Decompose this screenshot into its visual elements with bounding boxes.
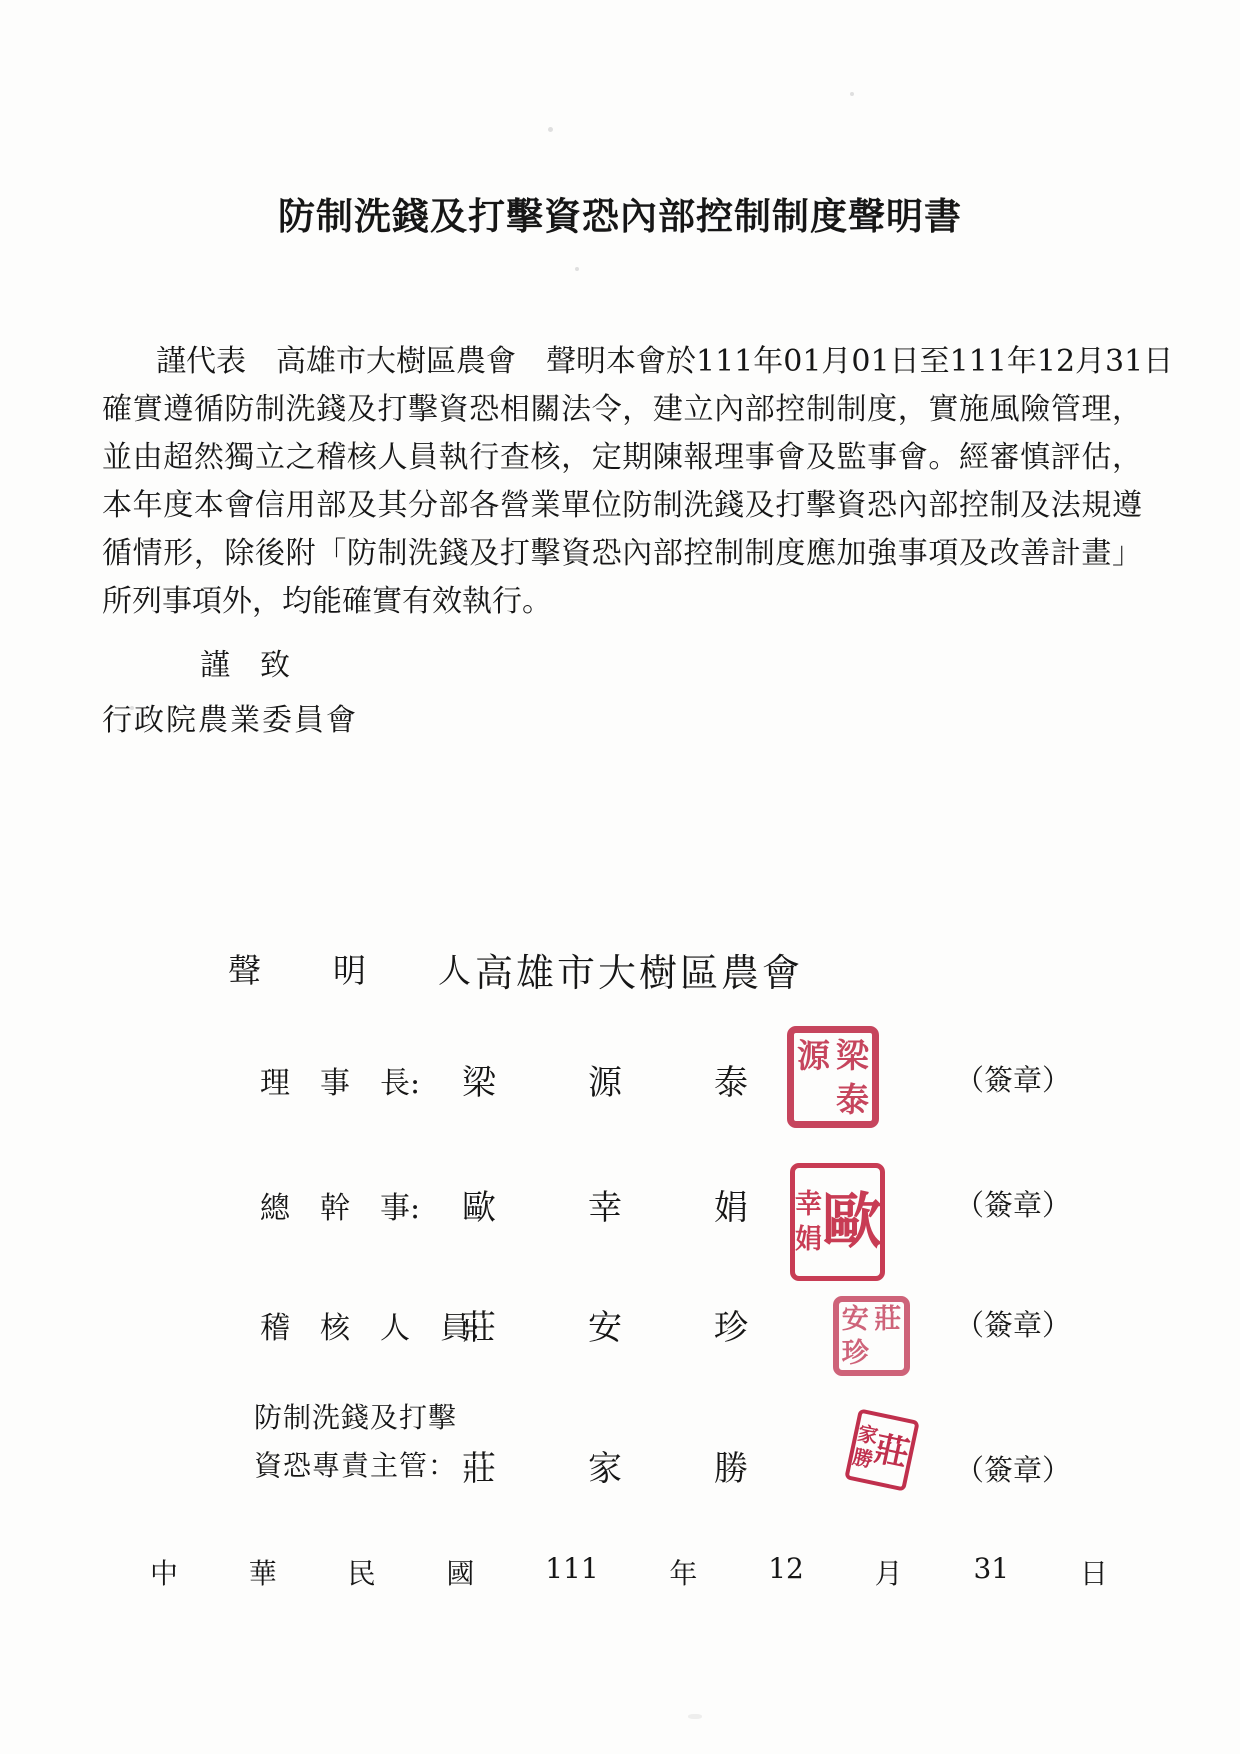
body-line: 並由超然獨立之稽核人員執行查核，定期陳報理事會及監事會。經審慎評估， bbox=[102, 440, 1142, 475]
sig-note: （簽章） bbox=[955, 1188, 1072, 1222]
body-line: 所列事項外，均能確實有效執行。 bbox=[102, 584, 552, 619]
sig-note: （簽章） bbox=[955, 1453, 1072, 1487]
sig-name-chairman: 梁 源 泰 bbox=[462, 1063, 756, 1103]
scan-speck bbox=[575, 267, 579, 271]
scan-speck bbox=[688, 1714, 702, 1719]
seal-char: 珍 bbox=[841, 1337, 869, 1369]
seal-char: 源 bbox=[797, 1035, 830, 1075]
sig-role-aml-officer-line2: 資恐專責主管： bbox=[254, 1449, 458, 1482]
date-part: 民 bbox=[347, 1557, 376, 1590]
seal-side-chars bbox=[795, 1191, 822, 1253]
date-part: 國 bbox=[446, 1557, 475, 1590]
seal-char: 幸 bbox=[795, 1189, 822, 1220]
scan-speck bbox=[850, 92, 854, 96]
sig-note: （簽章） bbox=[955, 1063, 1072, 1097]
date-part: 華 bbox=[248, 1557, 277, 1590]
body-paragraph bbox=[102, 338, 1174, 626]
aml-officer-seal-stamp bbox=[844, 1408, 920, 1491]
seal-char: 莊 bbox=[874, 1303, 902, 1335]
addressee: 行政院農業委員會 bbox=[102, 703, 358, 738]
sig-role-chairman: 理 事 長: bbox=[260, 1066, 421, 1101]
date-part: 日 bbox=[1079, 1557, 1108, 1590]
date-part: 月 bbox=[874, 1557, 903, 1590]
seal-char: 泰 bbox=[836, 1079, 869, 1119]
seal-char: 家 bbox=[855, 1420, 881, 1449]
date-part: 111 bbox=[545, 1552, 599, 1585]
date-part: 31 bbox=[973, 1552, 1010, 1585]
auditor-seal-stamp bbox=[833, 1296, 910, 1376]
seal-char: 勝 bbox=[850, 1444, 876, 1473]
date-part: 12 bbox=[768, 1552, 804, 1585]
body-line: 謹代表 高雄市大樹區農會 聲明本會於111年01月01日至111年12月31日 bbox=[156, 344, 1174, 379]
body-line: 確實遵循防制洗錢及打擊資恐相關法令，建立內部控制制度，實施風險管理， bbox=[102, 392, 1142, 427]
sig-role-aml-officer-line1: 防制洗錢及打擊 bbox=[254, 1401, 458, 1434]
sig-role-auditor: 稽 核 人 員: bbox=[260, 1311, 481, 1346]
declarant-name: 高雄市大樹區農會 bbox=[475, 951, 804, 995]
date-part: 年 bbox=[669, 1557, 698, 1590]
seal-char: 莊 bbox=[870, 1428, 913, 1476]
seal-char: 梁 bbox=[836, 1035, 869, 1075]
chairman-seal-stamp bbox=[787, 1026, 879, 1128]
sig-name-auditor: 莊 安 珍 bbox=[462, 1308, 756, 1348]
roc-date-line bbox=[150, 1552, 1108, 1592]
body-line: 本年度本會信用部及其分部各營業單位防制洗錢及打擊資恐內部控制及法規遵 bbox=[102, 488, 1142, 523]
seal-char: 歐 bbox=[822, 1187, 882, 1257]
scan-speck bbox=[548, 127, 553, 132]
date-part: 中 bbox=[150, 1557, 179, 1590]
body-line: 循情形，除後附「防制洗錢及打擊資恐內部控制制度應加強事項及改善計畫」 bbox=[102, 536, 1142, 571]
sig-name-aml-officer: 莊 家 勝 bbox=[462, 1449, 756, 1489]
closing-salutation: 謹 致 bbox=[200, 648, 290, 683]
general-manager-seal-stamp bbox=[790, 1163, 885, 1281]
sig-note: （簽章） bbox=[955, 1308, 1072, 1342]
sig-name-general-manager: 歐 幸 娟 bbox=[462, 1188, 756, 1228]
sig-role-general-manager: 總 幹 事: bbox=[260, 1191, 421, 1226]
declarant-label: 聲 明 人 bbox=[228, 951, 473, 990]
scan-speck bbox=[130, 706, 134, 710]
document-title: 防制洗錢及打擊資恐內部控制制度聲明書 bbox=[278, 194, 962, 238]
seal-char: 安 bbox=[841, 1303, 869, 1335]
seal-char: 娟 bbox=[795, 1224, 822, 1255]
